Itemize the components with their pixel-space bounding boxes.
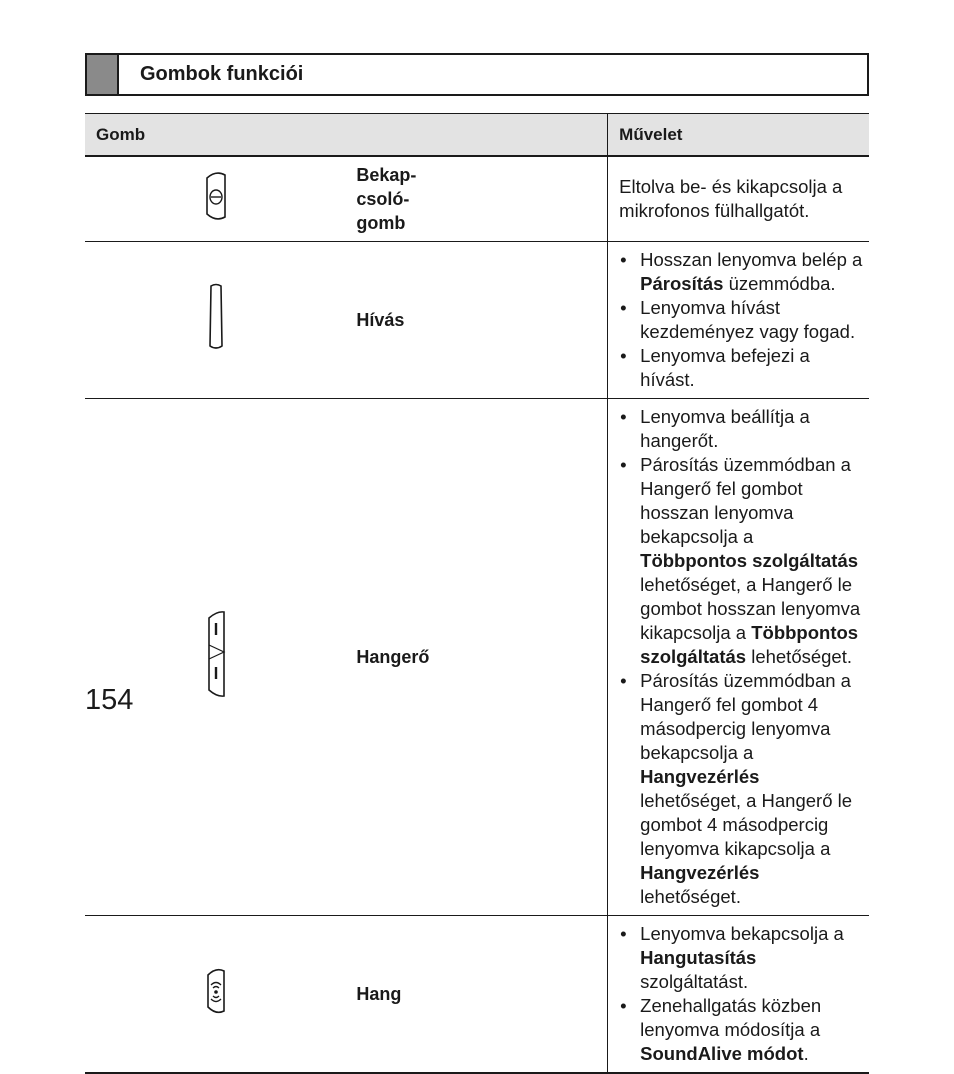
bullet-list (619, 405, 865, 909)
icon-cell (85, 241, 346, 398)
list-item: • Hosszan lenyomva belép a Párosítás üzemmódba. (619, 248, 865, 296)
action-cell (608, 398, 869, 915)
action-cell (608, 241, 869, 398)
name-line: csoló- (356, 188, 410, 209)
button-name: Hívás (346, 241, 607, 398)
list-item: • Zenehallgatás közben lenyomva módosítja a SoundAlive módot. (619, 994, 865, 1066)
action-cell: Eltolva be- és kikapcsolja a mikrofonos fülhallgatót. (608, 156, 869, 241)
bullet-list (619, 922, 865, 1066)
volume-rocker-icon (204, 609, 228, 704)
page-number: 154 (85, 684, 134, 716)
list-item: • Lenyomva bekapcsolja a Hangutasítás szolgáltatást. (619, 922, 865, 994)
header-button: Gomb (85, 114, 608, 157)
table-header-row (85, 114, 869, 157)
power-switch-icon (204, 168, 228, 229)
icon-cell (85, 915, 346, 1073)
table-row (85, 241, 869, 398)
action-cell (608, 915, 869, 1073)
table-row (85, 398, 869, 915)
button-name: Hangerő (346, 398, 607, 915)
list-item: • Párosítás üzemmódban a Hangerő fel gombot hosszan lenyomva bekapcsolja a Többpontos szolgáltatás lehetőséget, a Hangerő le gombot hosszan lenyomva kikapcsolja a Többpontos szolgáltatás lehetőséget. (619, 453, 865, 669)
name-line: gomb (356, 212, 406, 233)
list-item: • Lenyomva hívást kezdeményez vagy fogad. (619, 296, 865, 344)
section-title: Gombok funkciói (140, 63, 304, 85)
name-line: Bekap- (356, 164, 417, 185)
icon-cell (85, 398, 346, 915)
section-header (85, 53, 869, 96)
icon-cell (85, 156, 346, 241)
section-marker-block (87, 55, 119, 94)
sound-button-icon (204, 965, 228, 1022)
list-item: • Lenyomva befejezi a hívást. (619, 344, 865, 392)
table-row (85, 915, 869, 1073)
call-button-icon (207, 282, 225, 357)
list-item: • Lenyomva beállítja a hangerőt. (619, 405, 865, 453)
table-row (85, 156, 869, 241)
list-item: • Párosítás üzemmódban a Hangerő fel gombot 4 másodpercig lenyomva bekapcsolja a Hangvezérlés lehetőséget, a Hangerő le gombot 4 másodpercig lenyomva kikapcsolja a Hangvezérlés lehetőséget. (619, 669, 865, 909)
button-name (346, 156, 607, 241)
button-name: Hang (346, 915, 607, 1073)
header-action: Művelet (608, 114, 869, 157)
button-functions-table (85, 113, 869, 1074)
bullet-list (619, 248, 865, 392)
